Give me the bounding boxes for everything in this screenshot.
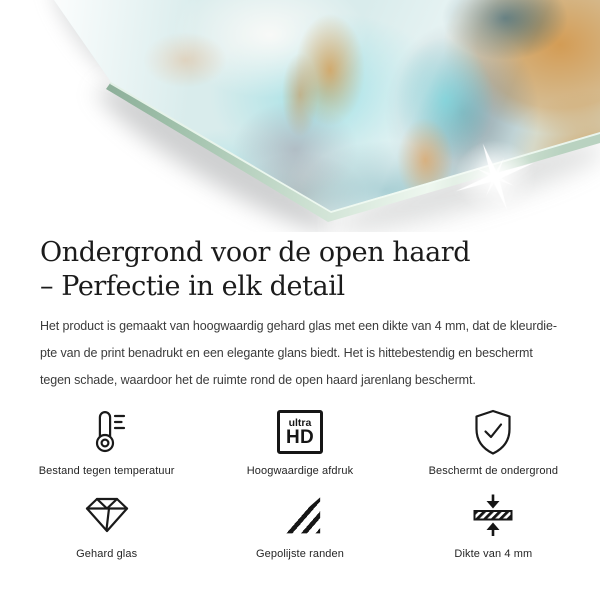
feature-temperature-resistant (10, 408, 203, 477)
feature-label: Dikte van 4 mm (454, 548, 533, 560)
feature-protects-surface (397, 408, 590, 477)
feature-tempered-glass (10, 491, 203, 560)
description-line: tegen schade, waardoor het de ruimte rond de open haard jarenlang beschermt. (40, 373, 476, 387)
product-image-section (0, 0, 600, 232)
polished-edges-icon (276, 491, 324, 539)
feature-label: Beschermt de ondergrond (428, 465, 559, 477)
shield-check-icon (471, 408, 515, 456)
ultra-hd-icon (277, 408, 323, 456)
thermometer-icon (85, 408, 129, 456)
feature-polished-edges (203, 491, 396, 560)
ultra-hd-text-top: ultra (288, 416, 312, 429)
description-line: Het product is gemaakt van hoogwaardig gehard glas met een dikte van 4 mm, dat de kleurdie- (40, 319, 557, 333)
product-description (40, 313, 560, 394)
feature-label: Bestand tegen temperatuur (38, 465, 175, 477)
thickness-arrows-icon (471, 491, 515, 539)
feature-print-quality (203, 408, 396, 477)
ultra-hd-text-bottom: HD (285, 426, 314, 448)
page-title-line1: Ondergrond voor de open haard (40, 237, 471, 268)
page-title-line2: – Perfectie in elk detail (40, 271, 345, 302)
feature-label: Gehard glas (76, 548, 138, 560)
feature-label: Gepolijste randen (256, 548, 344, 560)
diamond-icon (84, 491, 130, 539)
description-line: pte van de print benadrukt en een elegante glans biedt. Het is hittebestendig en beschermt (40, 346, 533, 360)
feature-label: Hoogwaardige afdruk (246, 465, 354, 477)
feature-grid (10, 408, 590, 560)
page-title (40, 236, 560, 304)
feature-thickness (397, 491, 590, 560)
